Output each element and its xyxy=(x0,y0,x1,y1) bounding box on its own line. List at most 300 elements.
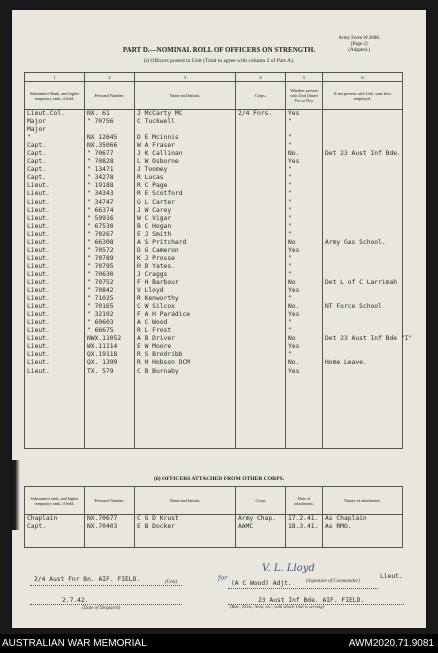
cell-number: NX.35066 xyxy=(85,142,135,150)
cell-corps xyxy=(236,368,286,376)
cell-corps xyxy=(236,142,286,150)
cell-nature: As RMO. xyxy=(323,523,403,531)
cell-present: Yes xyxy=(286,368,323,376)
form-reference: Army Form W.3008. (Page 2) (Adapted.) xyxy=(338,36,380,53)
cell-date xyxy=(286,539,323,548)
cell-remarks xyxy=(323,408,403,416)
table-row xyxy=(25,247,403,255)
cell-present xyxy=(286,376,323,384)
cell-number: " 70828 xyxy=(85,158,135,166)
table-row xyxy=(25,376,403,384)
attached-header-corps: Corps xyxy=(236,487,286,515)
cell-corps xyxy=(236,376,286,384)
table-row xyxy=(25,384,403,392)
cell-rank: " xyxy=(25,134,85,142)
cell-rank: Lieut. xyxy=(25,368,85,376)
cell-number: " 19188 xyxy=(85,182,135,190)
table-row xyxy=(25,190,403,198)
cell-remarks: Home Leave. xyxy=(323,359,403,367)
cell-rank: Lieut. xyxy=(25,239,85,247)
table-row xyxy=(25,400,403,408)
cell-number xyxy=(85,440,135,449)
cell-corps xyxy=(236,440,286,449)
cell-number xyxy=(85,539,135,548)
cell-number xyxy=(85,424,135,432)
table-row xyxy=(25,134,403,142)
table-row xyxy=(25,416,403,424)
table-row xyxy=(25,279,403,287)
cell-present xyxy=(286,400,323,408)
cell-rank xyxy=(25,531,85,539)
table-row xyxy=(25,126,403,134)
cell-present xyxy=(286,424,323,432)
cell-name: B C Hogan xyxy=(135,223,236,231)
cell-present xyxy=(286,384,323,392)
cell-present xyxy=(286,432,323,440)
table-row xyxy=(25,392,403,400)
table-row xyxy=(25,118,403,126)
cell-nature xyxy=(323,539,403,548)
table-row xyxy=(25,142,403,150)
cell-name xyxy=(135,392,236,400)
cell-present xyxy=(286,392,323,400)
cell-corps xyxy=(236,424,286,432)
table-row xyxy=(25,207,403,215)
cell-rank: Lieut. xyxy=(25,287,85,295)
cell-number xyxy=(85,384,135,392)
cell-number: " 66675 xyxy=(85,327,135,335)
cell-name: R L Frost xyxy=(135,327,236,335)
cell-present: " xyxy=(286,351,323,359)
cell-present: " xyxy=(286,263,323,271)
cell-present: " xyxy=(286,223,323,231)
cell-remarks xyxy=(323,295,403,303)
cell-number: " 70572 xyxy=(85,247,135,255)
cell-corps xyxy=(236,231,286,239)
signer-rank: Lieut. xyxy=(380,573,403,580)
table-row xyxy=(25,166,403,174)
cell-remarks xyxy=(323,166,403,174)
cell-number: QX.19118 xyxy=(85,351,135,359)
cell-corps xyxy=(236,311,286,319)
cell-corps xyxy=(236,190,286,198)
cell-remarks xyxy=(323,199,403,207)
cell-number xyxy=(85,376,135,384)
cell-present: Yes xyxy=(286,247,323,255)
cell-corps: AAMC xyxy=(236,523,286,531)
cell-present: " xyxy=(286,231,323,239)
cell-name xyxy=(135,432,236,440)
header-corps: Corps. xyxy=(236,82,286,110)
cell-number: " 67530 xyxy=(85,223,135,231)
cell-name xyxy=(135,400,236,408)
cell-number: " 70752 xyxy=(85,279,135,287)
table-row xyxy=(25,231,403,239)
cell-name: E B Docker xyxy=(135,523,236,531)
cell-name: D G Cameron xyxy=(135,247,236,255)
cell-corps xyxy=(236,223,286,231)
cell-corps xyxy=(236,432,286,440)
cell-remarks: NT Force School xyxy=(323,303,403,311)
cell-number: " 34343 xyxy=(85,190,135,198)
cell-rank xyxy=(25,408,85,416)
cell-corps xyxy=(236,255,286,263)
cell-name: J Toomey xyxy=(135,166,236,174)
cell-name: J Craggs xyxy=(135,271,236,279)
cell-remarks: Army Gas School. xyxy=(323,239,403,247)
cell-present: No. xyxy=(286,303,323,311)
cell-number: " 66308 xyxy=(85,239,135,247)
cell-rank: Lieut.Col. xyxy=(25,110,85,119)
cell-corps xyxy=(236,359,286,367)
attached-header-name: Name and Initials. xyxy=(135,487,236,515)
signature-line xyxy=(228,588,378,589)
cell-remarks: Det 23 Aust Inf Bde. xyxy=(323,150,403,158)
cell-corps xyxy=(236,303,286,311)
cell-name: C W Silcox xyxy=(135,303,236,311)
cell-rank: Lieut. xyxy=(25,255,85,263)
signature-caption: (Signature of Commander) xyxy=(306,579,360,584)
cell-corps xyxy=(236,166,286,174)
cell-present xyxy=(286,416,323,424)
table-row xyxy=(25,359,403,367)
table-row xyxy=(25,158,403,166)
cell-remarks xyxy=(323,327,403,335)
cell-present: Yes xyxy=(286,287,323,295)
cell-rank xyxy=(25,384,85,392)
part-title: PART D.—NOMINAL ROLL OF OFFICERS ON STRENGTH. xyxy=(122,46,316,54)
attached-header-number: Personal Number. xyxy=(85,487,135,515)
cell-number: " 70677 xyxy=(85,150,135,158)
cell-remarks xyxy=(323,384,403,392)
cell-date: 18.3.41. xyxy=(286,523,323,531)
cell-name: K J Prosse xyxy=(135,255,236,263)
cell-present xyxy=(286,440,323,449)
cell-nature xyxy=(323,531,403,539)
cell-name: W C Vigar xyxy=(135,215,236,223)
cell-remarks xyxy=(323,223,403,231)
cell-remarks xyxy=(323,255,403,263)
cell-name: R Kenworthy xyxy=(135,295,236,303)
cell-rank: Lieut. xyxy=(25,215,85,223)
cell-remarks xyxy=(323,416,403,424)
for-label: for xyxy=(218,575,228,582)
cell-number: " 70630 xyxy=(85,271,135,279)
cell-name xyxy=(135,424,236,432)
cell-present: " xyxy=(286,142,323,150)
cell-name xyxy=(135,539,236,548)
cell-present: " xyxy=(286,327,323,335)
cell-name: E W Moore xyxy=(135,343,236,351)
cell-name: A C Wood xyxy=(135,319,236,327)
header-name: Name and Initials. xyxy=(135,82,236,110)
cell-rank: Lieut. xyxy=(25,335,85,343)
cell-rank xyxy=(25,424,85,432)
cell-name: A S Pritchard xyxy=(135,239,236,247)
table-row xyxy=(25,343,403,351)
cell-rank: Lieut. xyxy=(25,279,85,287)
table-row xyxy=(25,215,403,223)
cell-remarks xyxy=(323,400,403,408)
table-row xyxy=(25,424,403,432)
cell-remarks xyxy=(323,271,403,279)
unit-line xyxy=(30,585,182,586)
cell-number: " 34747 xyxy=(85,199,135,207)
cell-number: " 59916 xyxy=(85,215,135,223)
cell-corps xyxy=(236,416,286,424)
officers-roll-table xyxy=(24,72,413,449)
cell-number: " 66374 xyxy=(85,207,135,215)
cell-corps xyxy=(236,295,286,303)
despatch-date: 2.7.42. xyxy=(62,597,89,604)
cell-rank xyxy=(25,416,85,424)
cell-present: No. xyxy=(286,150,323,158)
cell-present: No xyxy=(286,239,323,247)
cell-present: " xyxy=(286,295,323,303)
cell-rank: Lieut. xyxy=(25,182,85,190)
cell-name xyxy=(135,531,236,539)
header-number: Personal Number. xyxy=(85,82,135,110)
cell-remarks xyxy=(323,287,403,295)
cell-rank: Lieut. xyxy=(25,303,85,311)
cell-remarks xyxy=(323,118,403,126)
cell-name: A B Driver xyxy=(135,335,236,343)
cell-present: " xyxy=(286,190,323,198)
cell-rank: Lieut. xyxy=(25,295,85,303)
cell-rank: Chaplain xyxy=(25,515,85,524)
attached-header-date: Date of attachment. xyxy=(286,487,323,515)
handwritten-signature: V. L. Lloyd xyxy=(262,563,315,574)
table-row xyxy=(25,263,403,271)
cell-number: " 70756 xyxy=(85,118,135,126)
cell-corps xyxy=(236,150,286,158)
table-row xyxy=(25,223,403,231)
cell-number xyxy=(85,408,135,416)
archive-reference: AWM2020.71.9081 xyxy=(348,638,434,649)
table-row xyxy=(25,295,403,303)
cell-number: TX. 579 xyxy=(85,368,135,376)
cell-remarks xyxy=(323,424,403,432)
cell-name: W A Fraser xyxy=(135,142,236,150)
cell-corps xyxy=(236,327,286,335)
cell-remarks xyxy=(323,174,403,182)
cell-corps xyxy=(236,408,286,416)
cell-present: No. xyxy=(286,359,323,367)
cell-remarks xyxy=(323,126,403,134)
cell-remarks xyxy=(323,158,403,166)
cell-corps xyxy=(236,392,286,400)
cell-rank: Lieut. xyxy=(25,263,85,271)
cell-name: F A H Paradice xyxy=(135,311,236,319)
cell-corps xyxy=(236,126,286,134)
cell-rank: Major xyxy=(25,118,85,126)
cell-name: J W Carey xyxy=(135,207,236,215)
cell-rank xyxy=(25,400,85,408)
cell-corps xyxy=(236,335,286,343)
cell-remarks xyxy=(323,110,403,119)
attached-header-nature: Nature of attachment. xyxy=(323,487,403,515)
cell-remarks xyxy=(323,311,403,319)
attached-header-row xyxy=(25,487,403,515)
cell-present: " xyxy=(286,118,323,126)
cell-rank xyxy=(25,432,85,440)
cell-date: 17.2.41. xyxy=(286,515,323,524)
cell-rank: Lieut. xyxy=(25,343,85,351)
cell-corps xyxy=(236,271,286,279)
cell-number: QX. 1399 xyxy=(85,359,135,367)
cell-remarks xyxy=(323,376,403,384)
cell-remarks xyxy=(323,190,403,198)
cell-rank: Lieut. xyxy=(25,207,85,215)
cell-rank: Lieut. xyxy=(25,327,85,335)
table-row xyxy=(25,311,403,319)
cell-remarks xyxy=(323,343,403,351)
attached-officers-table xyxy=(24,486,403,548)
cell-present: No xyxy=(286,335,323,343)
cell-number: " 70165 xyxy=(85,303,135,311)
cell-present: " xyxy=(286,271,323,279)
table-row xyxy=(25,327,403,335)
cell-name: R H Hobson DCM xyxy=(135,359,236,367)
table-row xyxy=(25,199,403,207)
cell-name: V Lloyd xyxy=(135,287,236,295)
cell-rank: Lieut. xyxy=(25,199,85,207)
cell-rank: Lieut. xyxy=(25,190,85,198)
cell-number: NWX.11052 xyxy=(85,335,135,343)
cell-remarks xyxy=(323,142,403,150)
cell-present: " xyxy=(286,166,323,174)
cell-corps: Army Chap. xyxy=(236,515,286,524)
cell-number: " 13471 xyxy=(85,166,135,174)
cell-name xyxy=(135,416,236,424)
table-row xyxy=(25,531,403,539)
unit-typed: 2/4 Aust Fnr Bn. AIF. FIELD. xyxy=(34,576,141,583)
cell-number: WX.11114 xyxy=(85,343,135,351)
cell-rank: Lieut. xyxy=(25,247,85,255)
cell-corps xyxy=(236,539,286,548)
cell-number xyxy=(85,126,135,134)
cell-remarks xyxy=(323,182,403,190)
cell-number: " 34278 xyxy=(85,174,135,182)
cell-present: Yes xyxy=(286,158,323,166)
cell-rank: Lieut. xyxy=(25,223,85,231)
cell-present: " xyxy=(286,182,323,190)
cell-number: NX. 61 xyxy=(85,110,135,119)
cell-name: E J Smith xyxy=(135,231,236,239)
cell-name: J McCarty MC xyxy=(135,110,236,119)
cell-corps xyxy=(236,343,286,351)
table-row xyxy=(25,271,403,279)
cell-number: NX 12645 xyxy=(85,134,135,142)
cell-present: " xyxy=(286,199,323,207)
cell-corps: 2/4 Fnrs. xyxy=(236,110,286,119)
cell-name: R S Brodribb xyxy=(135,351,236,359)
cell-rank: Capt. xyxy=(25,142,85,150)
table-row xyxy=(25,432,403,440)
header-remarks: If not present with Unit, state how employed. xyxy=(323,82,403,110)
table-row xyxy=(25,335,403,343)
cell-corps xyxy=(236,351,286,359)
cell-remarks: Det L of C Larrimah xyxy=(323,279,403,287)
torn-edge xyxy=(12,460,20,530)
cell-corps xyxy=(236,215,286,223)
cell-number: " 70789 xyxy=(85,255,135,263)
cell-number: " 70842 xyxy=(85,287,135,295)
cell-name xyxy=(135,440,236,449)
date-caption: (Date of Despatch) xyxy=(82,606,121,611)
cell-name: C G D Krust xyxy=(135,515,236,524)
cell-corps xyxy=(236,118,286,126)
cell-remarks xyxy=(323,351,403,359)
cell-remarks xyxy=(323,440,403,449)
cell-name xyxy=(135,376,236,384)
column-number-row: 1 2 3 4 5 6 xyxy=(25,73,403,82)
cell-present xyxy=(286,126,323,134)
cell-present: " xyxy=(286,215,323,223)
table-row xyxy=(25,150,403,158)
cell-remarks xyxy=(323,319,403,327)
table-row xyxy=(25,351,403,359)
table-row xyxy=(25,255,403,263)
cell-number: " 70795 xyxy=(85,263,135,271)
station-caption: (Bde., Divn., Area, etc., with which Unit is serving) xyxy=(230,604,325,609)
cell-name xyxy=(135,408,236,416)
cell-present: Yes xyxy=(286,110,323,119)
cell-present: " xyxy=(286,134,323,142)
table-row xyxy=(25,515,403,524)
unit-caption: (Unit) xyxy=(165,580,178,585)
cell-number: " 32102 xyxy=(85,311,135,319)
cell-present: " xyxy=(286,255,323,263)
archive-name: AUSTRALIAN WAR MEMORIAL xyxy=(2,638,147,649)
cell-rank: Capt. xyxy=(25,158,85,166)
header-rank: Substantive Rank, and higher temporary rank, if held. xyxy=(25,82,85,110)
cell-corps xyxy=(236,287,286,295)
cell-name: D E Mcinnis xyxy=(135,134,236,142)
cell-rank: Capt. xyxy=(25,150,85,158)
cell-number xyxy=(85,392,135,400)
cell-corps xyxy=(236,247,286,255)
cell-present xyxy=(286,408,323,416)
table-row xyxy=(25,408,403,416)
cell-rank xyxy=(25,392,85,400)
cell-present: " xyxy=(286,319,323,327)
header-present: Whether present with Unit (Insert Yes or No). xyxy=(286,82,323,110)
cell-rank: Lieut. xyxy=(25,271,85,279)
cell-name: C B Burnaby xyxy=(135,368,236,376)
cell-present: No xyxy=(286,279,323,287)
cell-present: Yes xyxy=(286,311,323,319)
cell-name xyxy=(135,384,236,392)
cell-date xyxy=(286,531,323,539)
cell-rank: Lieut. xyxy=(25,311,85,319)
header-row xyxy=(25,82,403,110)
cell-corps xyxy=(236,207,286,215)
cell-nature: As Chaplain xyxy=(323,515,403,524)
cell-number xyxy=(85,416,135,424)
cell-present: " xyxy=(286,207,323,215)
cell-name: R C Page xyxy=(135,182,236,190)
cell-name xyxy=(135,126,236,134)
cell-present: Yes xyxy=(286,343,323,351)
cell-rank: Capt. xyxy=(25,166,85,174)
cell-number xyxy=(85,400,135,408)
cell-name: R Lucas xyxy=(135,174,236,182)
cell-rank: Lieut. xyxy=(25,359,85,367)
cell-number xyxy=(85,432,135,440)
archive-footer-bar xyxy=(0,634,438,653)
table-row xyxy=(25,523,403,531)
